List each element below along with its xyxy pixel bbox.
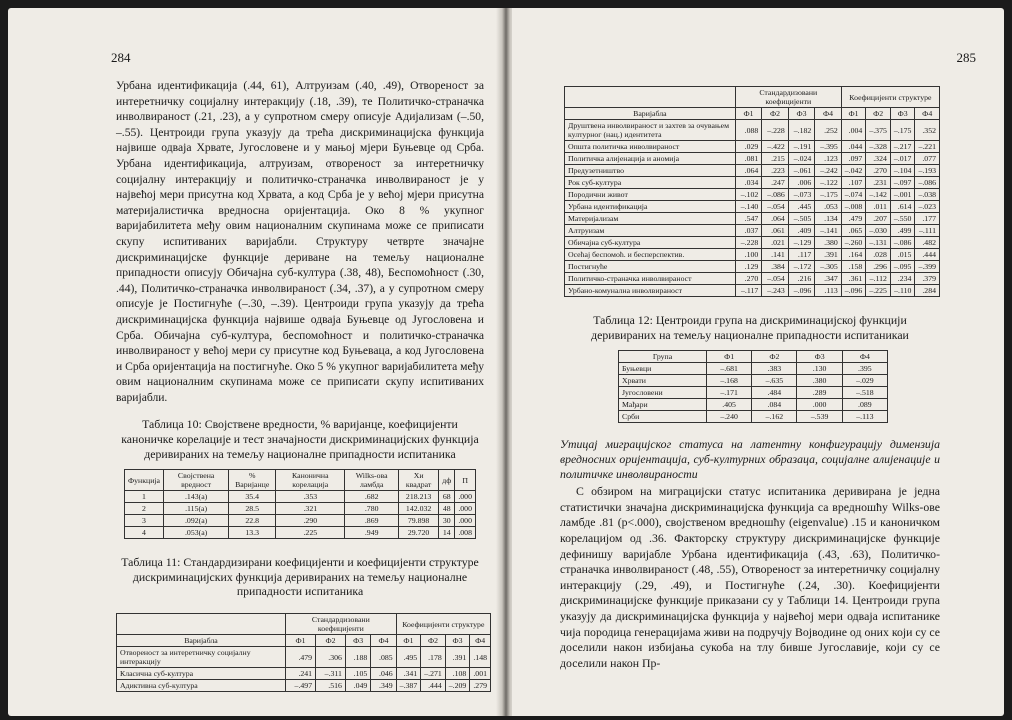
table-header-cell <box>565 87 736 108</box>
table-cell: .001 <box>470 668 491 680</box>
table-header-cell: Ф2 <box>316 635 346 647</box>
table-cell: –.129 <box>788 237 815 249</box>
table-cell: .495 <box>396 647 421 668</box>
table-cell: .444 <box>915 249 940 261</box>
table-cell: .270 <box>866 165 891 177</box>
table-cell: –.172 <box>788 261 815 273</box>
table-cell: .284 <box>915 285 940 297</box>
table-row <box>565 237 940 249</box>
table-cell: –.305 <box>815 261 842 273</box>
table-cell: .215 <box>762 153 789 165</box>
table-cell: .383 <box>752 363 797 375</box>
table-cell: .044 <box>841 141 866 153</box>
table-header-row <box>117 614 491 635</box>
table-row <box>619 375 888 387</box>
table-group-header: Стандардизовани коефицијенти <box>285 614 396 635</box>
table-cell: .034 <box>735 177 762 189</box>
table-row <box>565 261 940 273</box>
table-cell: –.110 <box>890 285 915 297</box>
table-cell: 4 <box>125 527 164 539</box>
table-cell: –.142 <box>866 189 891 201</box>
table-cell: .380 <box>797 375 842 387</box>
table-cell: –.243 <box>762 285 789 297</box>
table-cell: –.375 <box>866 120 891 141</box>
table-cell: –.054 <box>762 201 789 213</box>
table-cell: –.061 <box>788 165 815 177</box>
table-header-cell: Својствена вредност <box>164 470 229 491</box>
table-row-label: Урбано-комунална инволвираност <box>565 285 736 297</box>
table-header-cell: % Варијанце <box>229 470 276 491</box>
table-cell: 48 <box>439 503 455 515</box>
table-cell: –.240 <box>706 411 751 423</box>
table-cell: .479 <box>285 647 315 668</box>
table-cell: .123 <box>815 153 842 165</box>
table-cell: 142.032 <box>398 503 438 515</box>
table-cell: –.191 <box>788 141 815 153</box>
table-cell: 1 <box>125 491 164 503</box>
table-row-label: Урбана идентификација <box>565 201 736 213</box>
table-header-cell: Ф1 <box>285 635 315 647</box>
table-header-cell: Ф2 <box>762 108 789 120</box>
table-cell: .188 <box>345 647 370 668</box>
table-header-row <box>125 470 476 491</box>
table-header-cell: Варијабла <box>565 108 736 120</box>
table-cell: .780 <box>345 503 398 515</box>
table-header-cell: Хи квадрат <box>398 470 438 491</box>
table-cell: .484 <box>752 387 797 399</box>
table-cell: –.104 <box>890 165 915 177</box>
table-cell: .028 <box>866 249 891 261</box>
table-row-label: Постигнуће <box>565 261 736 273</box>
table-row-label: Породични живот <box>565 189 736 201</box>
table-cell: .004 <box>841 120 866 141</box>
table-cell: 35.4 <box>229 491 276 503</box>
table-header-cell: Ф4 <box>470 635 491 647</box>
table-cell: –.113 <box>842 411 887 423</box>
table-cell: .000 <box>455 491 476 503</box>
table-row <box>565 120 940 141</box>
table-cell: .134 <box>815 213 842 225</box>
left-page <box>8 8 500 716</box>
table-cell: .252 <box>815 120 842 141</box>
table-cell: –.162 <box>752 411 797 423</box>
table-cell: 2 <box>125 503 164 515</box>
table-header-row <box>117 635 491 647</box>
table-cell: .241 <box>285 668 315 680</box>
table-cell: –.111 <box>915 225 940 237</box>
table-cell: .444 <box>421 680 446 692</box>
table-header-row <box>565 108 940 120</box>
right-page <box>512 8 1004 716</box>
table-cell: .869 <box>345 515 398 527</box>
table-cell: –.042 <box>841 165 866 177</box>
table-cell: –.242 <box>815 165 842 177</box>
table-row-label: Осећај беспомоћ. и бесперспектив. <box>565 249 736 261</box>
table-cell: 68 <box>439 491 455 503</box>
table-cell: –.221 <box>915 141 940 153</box>
table-cell: Југословени <box>619 387 707 399</box>
table-cell: –.497 <box>285 680 315 692</box>
table-cell: –.260 <box>841 237 866 249</box>
table-cell: –.225 <box>866 285 891 297</box>
table-cell: –.023 <box>915 201 940 213</box>
left-page-content <box>116 78 487 692</box>
table-cell: –.102 <box>735 189 762 201</box>
table-cell: Хрвати <box>619 375 707 387</box>
table-cell: –.086 <box>915 177 940 189</box>
table-row <box>565 225 940 237</box>
table-header-cell: П <box>455 470 476 491</box>
table-cell: –.073 <box>788 189 815 201</box>
table-cell: –.217 <box>890 141 915 153</box>
table-cell: Срби <box>619 411 707 423</box>
table-header-cell: Ф3 <box>797 351 842 363</box>
table-cell: –.086 <box>890 237 915 249</box>
table-cell: .361 <box>841 273 866 285</box>
table-cell: .008 <box>455 527 476 539</box>
table-row <box>125 491 476 503</box>
table-cell: 13.3 <box>229 527 276 539</box>
table-row <box>619 399 888 411</box>
table-row-label: Адиктивна суб-култура <box>117 680 286 692</box>
table-header-cell: Ф3 <box>788 108 815 120</box>
table-header-cell: Група <box>619 351 707 363</box>
table-cell: 29.720 <box>398 527 438 539</box>
coefficients-table-continued <box>564 86 940 297</box>
table-row-label: Рок суб-култура <box>565 177 736 189</box>
table-cell: .682 <box>345 491 398 503</box>
table-cell: .445 <box>788 201 815 213</box>
table-cell: .049 <box>345 680 370 692</box>
table-cell: –.029 <box>842 375 887 387</box>
table-header-row <box>565 87 940 108</box>
table-cell: 3 <box>125 515 164 527</box>
table-cell: –.182 <box>788 120 815 141</box>
table-header-cell <box>117 614 286 635</box>
table-caption: Таблица 10: Својствене вредности, % варијанце, коефицијенти каноничке корелације и тест значајности дискриминацијских функција деривираних на темељу националне припадности испитаника <box>121 417 479 461</box>
table-cell: .247 <box>762 177 789 189</box>
table-header-cell: Ф1 <box>735 108 762 120</box>
table-cell: .053 <box>815 201 842 213</box>
table-group-header: Стандардизовани коефицијенти <box>735 87 841 108</box>
table-cell: .000 <box>455 515 476 527</box>
table-row <box>565 213 940 225</box>
table-row-label: Отвореност за интеретничку социјалну интеракцију <box>117 647 286 668</box>
table-cell: .088 <box>735 120 762 141</box>
table-cell: –.228 <box>762 120 789 141</box>
table-cell: .349 <box>371 680 396 692</box>
table-cell: .011 <box>866 201 891 213</box>
table-cell: .065 <box>841 225 866 237</box>
table-cell: .380 <box>815 237 842 249</box>
table-row <box>125 527 476 539</box>
table-cell: –.422 <box>762 141 789 153</box>
table-cell: .216 <box>788 273 815 285</box>
table-header-cell: Ф3 <box>445 635 470 647</box>
table-cell: –.030 <box>866 225 891 237</box>
table-header-cell: Ф1 <box>841 108 866 120</box>
table-cell: .130 <box>797 363 842 375</box>
table-header-cell: Wilks-ова ламбда <box>345 470 398 491</box>
table-cell: .347 <box>815 273 842 285</box>
table-cell: –.399 <box>915 261 940 273</box>
table-caption: Таблица 12: Центроиди група на дискриминацијској функцији деривираних на темељу националне припадности испитаникаи <box>591 313 909 342</box>
table-cell: .207 <box>866 213 891 225</box>
table-header-row <box>619 351 888 363</box>
table-cell: –.122 <box>815 177 842 189</box>
table-cell: –.038 <box>915 189 940 201</box>
table-row <box>565 249 940 261</box>
table-row <box>619 387 888 399</box>
table-row-label: Материјализам <box>565 213 736 225</box>
table-cell: –.635 <box>752 375 797 387</box>
table-cell: .949 <box>345 527 398 539</box>
table-cell: –.505 <box>788 213 815 225</box>
table-row <box>565 165 940 177</box>
table-cell: .353 <box>276 491 345 503</box>
table-cell: –.140 <box>735 201 762 213</box>
table-row <box>117 668 491 680</box>
table-header-cell: Ф2 <box>866 108 891 120</box>
table-cell: .306 <box>316 647 346 668</box>
table-cell: .117 <box>788 249 815 261</box>
table-header-cell: Ф4 <box>842 351 887 363</box>
table-row-label: Општа политичка инволвираност <box>565 141 736 153</box>
table-cell: .046 <box>371 668 396 680</box>
table-cell: .029 <box>735 141 762 153</box>
table-cell: .015 <box>890 249 915 261</box>
table-cell: .089 <box>842 399 887 411</box>
table-cell: –.395 <box>815 141 842 153</box>
table-cell: .107 <box>841 177 866 189</box>
table-cell: –.175 <box>890 120 915 141</box>
table-row <box>565 189 940 201</box>
table-cell: –.539 <box>797 411 842 423</box>
table-cell: –.518 <box>842 387 887 399</box>
table-cell: –.141 <box>815 225 842 237</box>
table-cell: –.271 <box>421 668 446 680</box>
table-cell: .547 <box>735 213 762 225</box>
table-cell: 30 <box>439 515 455 527</box>
table-cell: .516 <box>316 680 346 692</box>
table-cell: .321 <box>276 503 345 515</box>
table-row-label: Предузетништво <box>565 165 736 177</box>
table-row <box>565 273 940 285</box>
coefficients-table <box>116 613 491 692</box>
table-row <box>619 363 888 375</box>
page-number: 285 <box>956 50 976 65</box>
table-cell: –.171 <box>706 387 751 399</box>
table-row <box>565 153 940 165</box>
table-cell: 218.213 <box>398 491 438 503</box>
table-cell: –.096 <box>788 285 815 297</box>
table-cell: .341 <box>396 668 421 680</box>
table-cell: .000 <box>455 503 476 515</box>
table-cell: .092(a) <box>164 515 229 527</box>
table-header-cell: Ф3 <box>890 108 915 120</box>
table-cell: .021 <box>762 237 789 249</box>
table-cell: –.017 <box>890 153 915 165</box>
table-cell: –.024 <box>788 153 815 165</box>
table-header-cell: Ф1 <box>706 351 751 363</box>
table-cell: .296 <box>866 261 891 273</box>
table-cell: .000 <box>797 399 842 411</box>
body-paragraph: Урбана идентификација (.44, 61), Алтруизам (.40, .49), Отвореност за интеретничку социјалну интеракцију (.18, .39), те Политичко-страначка инволвираност (.21, .23), а у супротном смеру описује Адијализам (–.50, –.55). Центроиди група указују да трећа дискриминацијска функција највише одваја Хрвате, Југословене и у мањој мјери Буњевце од Срба. Урбана идентификација, алтруизам, отвореност за интеретничку социјалну интеракцију и политичко-страначка инволвираност је у највећој мери присутна код Хрвата, а код Срба је у већој мјери присутна материјалистичка вредносна оријентација. Око 8 % укупног варијабилитета међу овим националним скупинама може се приписати скупу испитиваних варијабли. Структуру четврте значајне дискриминацијске функције дериване на темељу националне припадности описују Обичајна суб-култура (.38, 48), Беспомоћност (.30, .44), Политичко-страначка инволвираност (.34, .37), а у супротном смеру описује је Постигнуће (–.30, –.39). Центроиди група указују да трећа дискриминацијска функција највише одваја Буњевце од Југословена и Срба. Обичајна суб-култура, беспомоћност и политичко-страначка инволвираност у већој мери су присутне код Буњеваца, а код Југословена и Срба оријентација на постигнуће. Око 5 % укупног варијабилитета међу овим националним скупинама може се приписати скупу испитиваних варијабли. <box>116 79 484 404</box>
table-cell: .352 <box>915 120 940 141</box>
table-cell: .391 <box>815 249 842 261</box>
table-cell: –.168 <box>706 375 751 387</box>
table-header-cell: Канонична корелација <box>276 470 345 491</box>
table-group-header: Коефицијенти структуре <box>396 614 490 635</box>
table-cell: .064 <box>762 213 789 225</box>
table-header-cell: Варијабла <box>117 635 286 647</box>
table-cell: –.097 <box>890 177 915 189</box>
table-cell: 14 <box>439 527 455 539</box>
table-header-cell: Ф1 <box>396 635 421 647</box>
table-row <box>117 680 491 692</box>
table-row <box>565 177 940 189</box>
table-cell: .482 <box>915 237 940 249</box>
table-cell: Мађари <box>619 399 707 411</box>
right-page-content <box>560 86 940 671</box>
table-cell: –.112 <box>866 273 891 285</box>
table-cell: –.175 <box>815 189 842 201</box>
table-cell: .324 <box>866 153 891 165</box>
table-cell: .164 <box>841 249 866 261</box>
section-subheading: Утицај миграцијског статуса на латентну конфигурацију димензија вредносних оријентација, суб-културних образаца, социјалне алијенације и политичке инволвираности <box>560 437 940 482</box>
page-number: 284 <box>111 50 131 65</box>
table-header-cell: Функција <box>125 470 164 491</box>
table-row <box>125 515 476 527</box>
eigenvalues-table <box>124 469 476 539</box>
table-cell: Буњевци <box>619 363 707 375</box>
table-cell: –.001 <box>890 189 915 201</box>
table-cell: .105 <box>345 668 370 680</box>
table-cell: .158 <box>841 261 866 273</box>
table-cell: –.328 <box>866 141 891 153</box>
table-header-cell: дф <box>439 470 455 491</box>
table-cell: .289 <box>797 387 842 399</box>
table-row-label: Друштвена инволвираност и захтев за очувањем културног (нац.) идентитета <box>565 120 736 141</box>
table-row <box>565 141 940 153</box>
table-row-label: Класична суб-култура <box>117 668 286 680</box>
table-row-label: Алтруизам <box>565 225 736 237</box>
table-cell: –.131 <box>866 237 891 249</box>
table-cell: .141 <box>762 249 789 261</box>
table-cell: –.095 <box>890 261 915 273</box>
table-row <box>125 503 476 515</box>
table-cell: –.193 <box>915 165 940 177</box>
table-cell: .006 <box>788 177 815 189</box>
table-cell: .061 <box>762 225 789 237</box>
table-header-cell: Ф4 <box>915 108 940 120</box>
table-cell: .499 <box>890 225 915 237</box>
centroids-table <box>618 350 888 423</box>
table-header-cell: Ф4 <box>371 635 396 647</box>
table-cell: .148 <box>470 647 491 668</box>
body-paragraph: С обзиром на миграцијски статус испитаника деривирана је једна статистички значајна дискриминацијска функција са вредношћу Wilks-ове ламбде .81 (p<.000), својственом вредношћу (eigenvalue) .15 и каноничком корелацијом од .36. Факторску структуру дискриминацијске функције дефинишу варијабле Урбана идентификација (.43, .63), Политичко-страначка инволвираност (.48, .55), Отвореност за интеретничку социјалну интеракцију (.29, .49), и Постигнуће (.24, .30). Коефицијенти дискриминацијске функције приказани су у Таблици 14. Центроиди група указују да дискриминацијска функција у највећој мери одваја испитанике чија породица генерацијама живи на подручју Војводине од оних који су се доселили након избијања сукоба на тлу бивше Југославије, који су се доселили након Пр- <box>560 484 940 670</box>
table-header-cell: Ф3 <box>345 635 370 647</box>
table-cell: –.311 <box>316 668 346 680</box>
table-cell: –.074 <box>841 189 866 201</box>
table-cell: .178 <box>421 647 446 668</box>
table-cell: .395 <box>842 363 887 375</box>
table-header-cell: Ф2 <box>752 351 797 363</box>
table-group-header: Коефицијенти структуре <box>841 87 939 108</box>
table-caption: Таблица 11: Стандардизирани коефицијенти и коефицијенти структуре дискриминацијских функција деривираних на темељу националне припадности испитаника <box>121 555 479 599</box>
table-cell: .037 <box>735 225 762 237</box>
table-cell: .084 <box>752 399 797 411</box>
table-cell: .479 <box>841 213 866 225</box>
table-cell: .231 <box>866 177 891 189</box>
table-cell: .064 <box>735 165 762 177</box>
table-cell: –.096 <box>841 285 866 297</box>
table-cell: .053(a) <box>164 527 229 539</box>
table-cell: –.008 <box>841 201 866 213</box>
table-header-cell: Ф4 <box>815 108 842 120</box>
table-cell: .129 <box>735 261 762 273</box>
table-row-label: Политичко-страначка инволвираност <box>565 273 736 285</box>
table-cell: .077 <box>915 153 940 165</box>
table-cell: –.550 <box>890 213 915 225</box>
table-cell: .391 <box>445 647 470 668</box>
table-cell: –.681 <box>706 363 751 375</box>
table-row <box>565 201 940 213</box>
table-row-label: Политичка алијенација и аномија <box>565 153 736 165</box>
table-cell: –.209 <box>445 680 470 692</box>
table-cell: .143(a) <box>164 491 229 503</box>
table-cell: .177 <box>915 213 940 225</box>
table-cell: .405 <box>706 399 751 411</box>
table-header-cell: Ф2 <box>421 635 446 647</box>
table-cell: –.054 <box>762 273 789 285</box>
table-cell: 22.8 <box>229 515 276 527</box>
table-cell: .290 <box>276 515 345 527</box>
table-cell: .225 <box>276 527 345 539</box>
table-cell: .097 <box>841 153 866 165</box>
table-row <box>117 647 491 668</box>
table-cell: .100 <box>735 249 762 261</box>
table-cell: –.228 <box>735 237 762 249</box>
table-cell: .085 <box>371 647 396 668</box>
table-cell: .279 <box>470 680 491 692</box>
table-row <box>619 411 888 423</box>
table-cell: 28.5 <box>229 503 276 515</box>
table-cell: .108 <box>445 668 470 680</box>
table-row-label: Обичајна суб-култура <box>565 237 736 249</box>
table-cell: –.117 <box>735 285 762 297</box>
table-cell: .409 <box>788 225 815 237</box>
table-row <box>565 285 940 297</box>
table-cell: .614 <box>890 201 915 213</box>
table-cell: .379 <box>915 273 940 285</box>
table-cell: .270 <box>735 273 762 285</box>
table-cell: 79.898 <box>398 515 438 527</box>
table-cell: –.387 <box>396 680 421 692</box>
table-cell: .115(a) <box>164 503 229 515</box>
table-cell: –.086 <box>762 189 789 201</box>
table-cell: .081 <box>735 153 762 165</box>
table-cell: .223 <box>762 165 789 177</box>
table-cell: .113 <box>815 285 842 297</box>
table-cell: .384 <box>762 261 789 273</box>
table-cell: .234 <box>890 273 915 285</box>
